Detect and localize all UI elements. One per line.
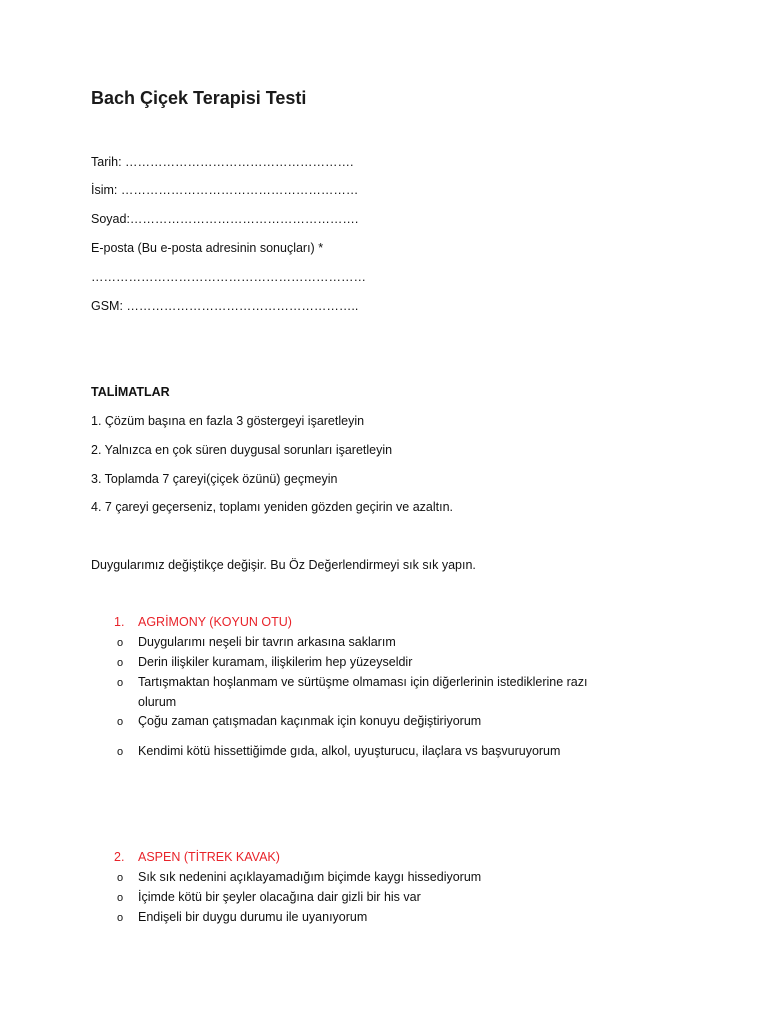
list-item (117, 869, 481, 886)
bullet-icon: o (117, 637, 124, 649)
list-item-text: Derin ilişkiler kuramam, ilişkilerim hep yüzeyseldir (138, 655, 413, 669)
list-item (117, 889, 421, 906)
list-item-text: Tartışmaktan hoşlanmam ve sürtüşme olmaması için diğerlerinin istediklerine razı (138, 675, 588, 689)
section-title-aspen (114, 849, 280, 865)
field-email-blank: ………………………………………………………… (91, 270, 366, 284)
list-item (117, 713, 481, 730)
section-number: 1. (114, 615, 125, 629)
list-item (117, 654, 412, 671)
bullet-icon: o (117, 657, 124, 669)
section-number: 2. (114, 850, 125, 864)
instructions-heading: TALİMATLAR (91, 385, 170, 399)
bullet-icon: o (117, 872, 124, 884)
bullet-icon: o (117, 746, 124, 758)
instruction-item: 2. Yalnızca en çok süren duygusal sorunları işaretleyin (91, 443, 393, 457)
list-item (117, 743, 560, 760)
page-title: Bach Çiçek Terapisi Testi (91, 88, 307, 108)
intro-note: Duygularımız değiştikçe değişir. Bu Öz Değerlendirmeyi sık sık yapın. (91, 558, 476, 572)
section-title-text: ASPEN (TİTREK KAVAK) (138, 850, 280, 864)
list-item (117, 634, 396, 651)
list-item-continuation: olurum (138, 695, 177, 709)
list-item-text: Kendimi kötü hissettiğimde gıda, alkol, uyuşturucu, ilaçlara vs başvuruyorum (138, 744, 561, 758)
list-item-text: Duygularımı neşeli bir tavrın arkasına saklarım (138, 635, 396, 649)
section-title-agrimony (114, 614, 292, 630)
instruction-item: 4. 7 çareyi geçerseniz, toplamı yeniden gözden geçirin ve azaltın. (91, 500, 454, 514)
list-item (117, 909, 367, 926)
field-email-label: E-posta (Bu e-posta adresinin sonuçları) * (91, 241, 324, 255)
bullet-icon: o (117, 716, 124, 728)
list-item-text: Endişeli bir duygu durumu ile uyanıyorum (138, 910, 368, 924)
section-title-text: AGRİMONY (KOYUN OTU) (138, 615, 292, 629)
list-item-text: Sık sık nedenini açıklayamadığım biçimde kaygı hissediyorum (138, 870, 482, 884)
field-surname: Soyad:………………………………………………. (91, 212, 359, 226)
bullet-icon: o (117, 912, 124, 924)
list-item-text: Çoğu zaman çatışmadan kaçınmak için konuyu değiştiriyorum (138, 714, 482, 728)
field-date: Tarih: ………………………………………………. (91, 155, 354, 169)
list-item (117, 674, 587, 691)
instruction-item: 3. Toplamda 7 çareyi(çiçek özünü) geçmeyin (91, 472, 338, 486)
field-name: İsim: ………………………………………………… (91, 183, 359, 197)
field-gsm: GSM: ……………………………………………….. (91, 299, 359, 313)
instruction-item: 1. Çözüm başına en fazla 3 göstergeyi işaretleyin (91, 414, 365, 428)
list-item-text: İçimde kötü bir şeyler olacağına dair gizli bir his var (138, 890, 421, 904)
bullet-icon: o (117, 677, 124, 689)
bullet-icon: o (117, 892, 124, 904)
